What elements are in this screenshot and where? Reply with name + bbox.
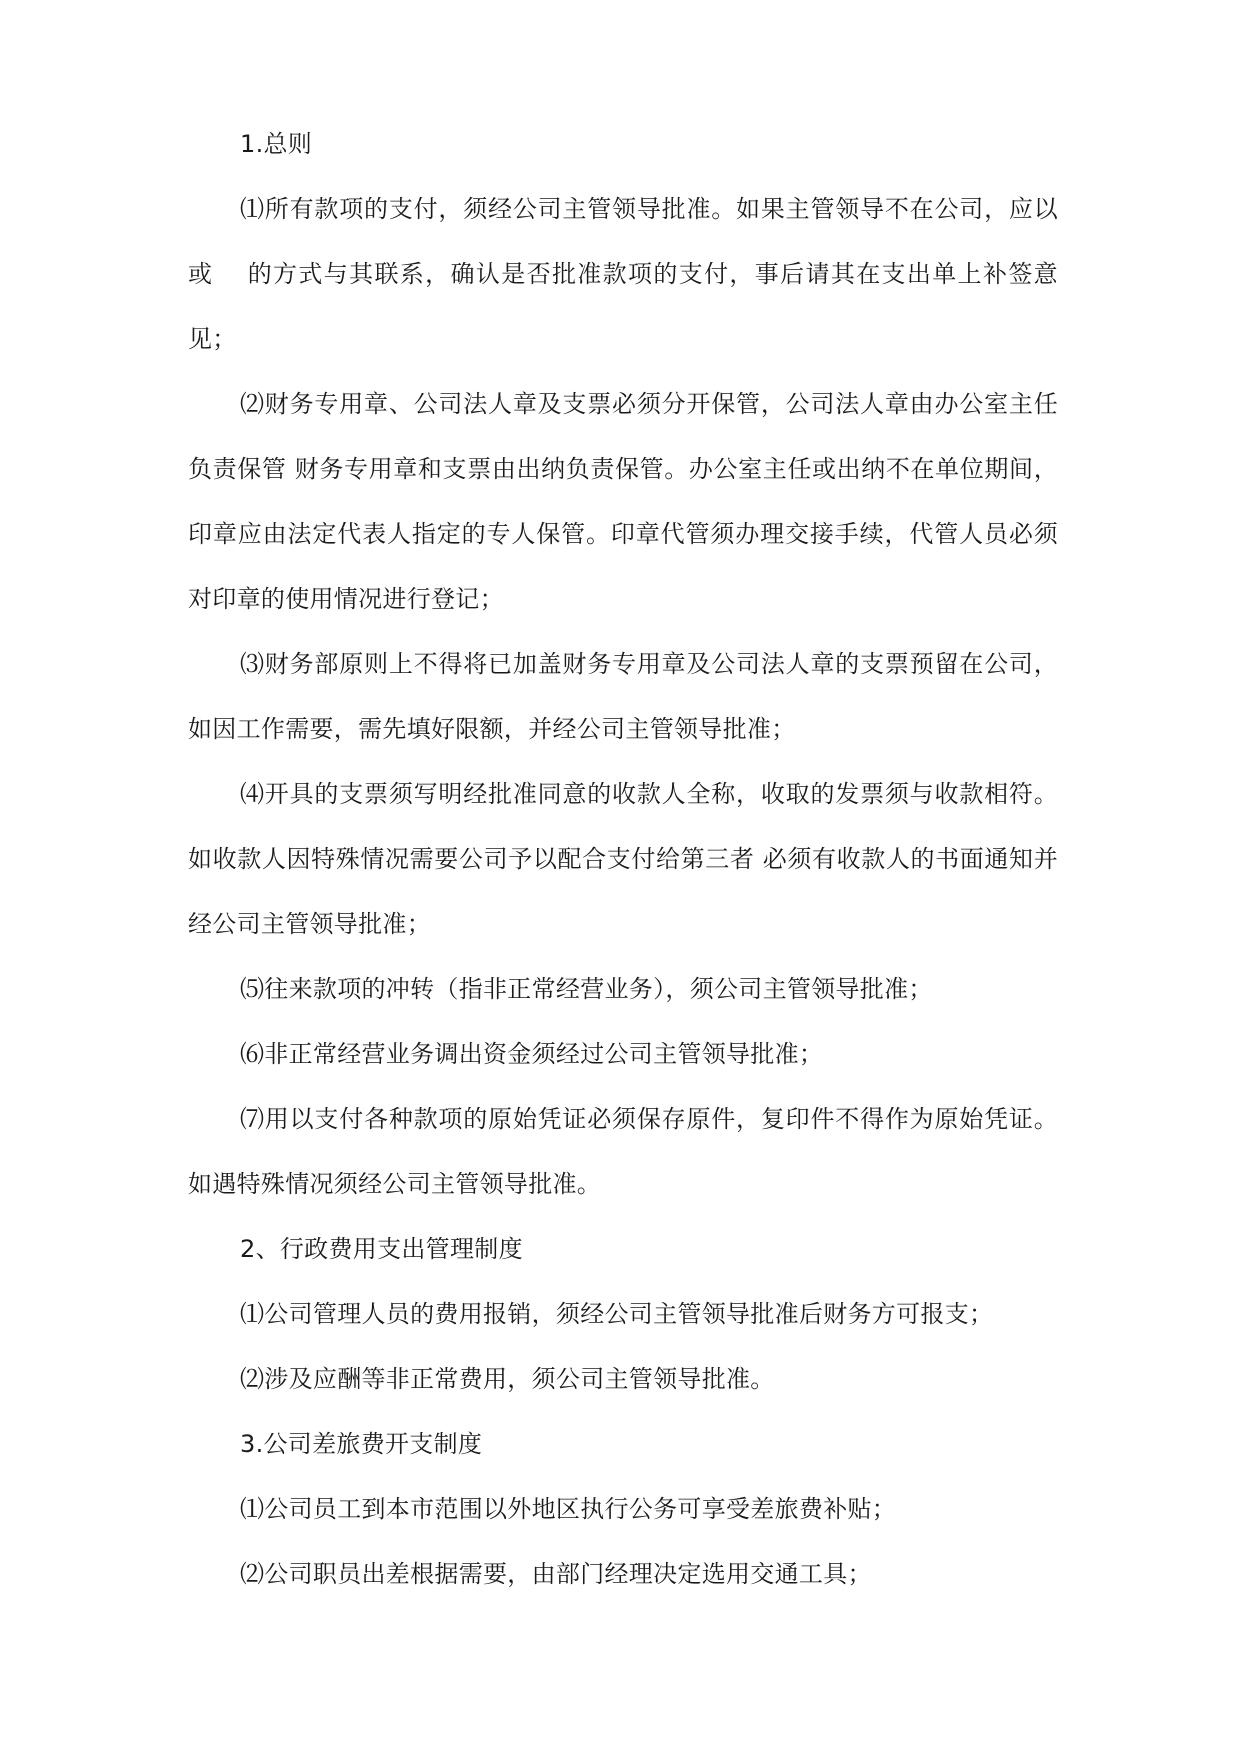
document-body xyxy=(188,112,1058,1607)
paragraph-admin-item-2: ⑵涉及应酬等非正常费用，须公司主管领导批准。 xyxy=(240,1365,775,1393)
section-heading-travel-expense: 3.公司差旅费开支制度 xyxy=(240,1430,483,1458)
paragraph-travel-item-2: ⑵公司职员出差根据需要，由部门经理决定选用交通工具； xyxy=(240,1560,872,1588)
paragraph-item-4: ⑷开具的支票须写明经批准同意的收款人全称，收取的发票须与收款相符。如收款人因特殊情况需要公司予以配合支付给第三者 必须有收款人的书面通知并经公司主管领导批准； xyxy=(188,780,1058,938)
section-heading-admin-expense: 2、行政费用支出管理制度 xyxy=(240,1235,523,1263)
section-heading-general: 1.总则 xyxy=(240,130,313,158)
paragraph-admin-item-1: ⑴公司管理人员的费用报销，须经公司主管领导批准后财务方可报支； xyxy=(240,1300,994,1328)
paragraph-item-3: ⑶财务部原则上不得将已加盖财务专用章及公司法人章的支票预留在公司，如因工作需要，需先填好限额，并经公司主管领导批准； xyxy=(188,650,1058,743)
paragraph-item-5: ⑸往来款项的冲转（指非正常经营业务），须公司主管领导批准； xyxy=(240,975,933,1003)
paragraph-item-1: ⑴所有款项的支付，须经公司主管领导批准。如果主管领导不在公司，应以或 的方式与其联系，确认是否批准款项的支付，事后请其在支出单上补签意见； xyxy=(188,195,1058,353)
paragraph-item-2: ⑵财务专用章、公司法人章及支票必须分开保管，公司法人章由办公室主任负责保管 财务专用章和支票由出纳负责保管。办公室主任或出纳不在单位期间，印章应由法定代表人指定的专人保管。印章代管须办理交接手续，代管人员必须对印章的使用情况进行登记； xyxy=(188,390,1058,613)
paragraph-item-6: ⑹非正常经营业务调出资金须经过公司主管领导批准； xyxy=(240,1040,824,1068)
paragraph-item-7: ⑺用以支付各种款项的原始凭证必须保存原件，复印件不得作为原始凭证。如遇特殊情况须经公司主管领导批准。 xyxy=(188,1105,1058,1198)
paragraph-travel-item-1: ⑴公司员工到本市范围以外地区执行公务可享受差旅费补贴； xyxy=(240,1495,897,1523)
